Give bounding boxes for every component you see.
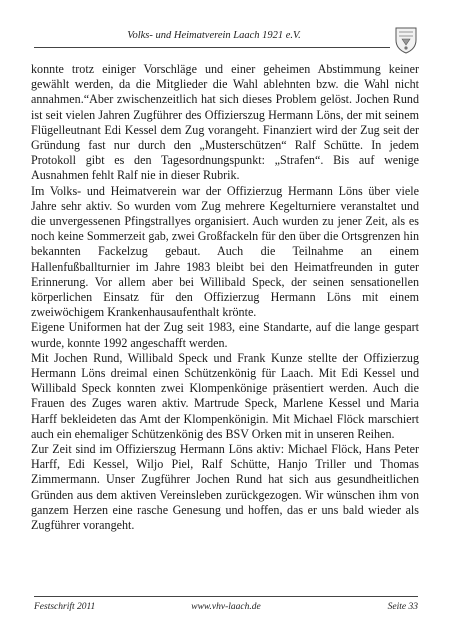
article-body (31, 62, 419, 533)
footer-page-number: Seite 33 (387, 602, 418, 612)
header-divider (34, 47, 390, 48)
footer-publication: Festschrift 2011 (34, 602, 96, 612)
footer-website-link[interactable]: www.vhv-laach.de (191, 602, 261, 612)
paragraph-5: Zur Zeit sind im Offizierszug Hermann Löns aktiv: Michael Flöck, Hans Peter Harff, Edi Kessel, Wiljo Piel, Ralf Schütte, Hanjo Triller und Thomas Zimmermann. Unser Zugführer Jochen Rund hat sich aus gesundheitlichen Gründen aus dem aktiven Vereinsleben zurückgezogen. Wir wünschen ihm von ganzem Herzen eine rasche Genesung und hoffen, das er uns bald wieder als Zugführer vorangeht. (31, 442, 419, 533)
paragraph-4: Mit Jochen Rund, Willibald Speck und Frank Kunze stellte der Offizierzug Hermann Löns dreimal einen Schützenkönig für Laach. Mit Edi Kessel und Willibald Speck konnten zwei Klompenkönige präsentiert werden. Auch die Frauen des Zuges waren aktiv. Martrude Speck, Marlene Kessel und Maria Harff bekleideten das Amt der Klompenkönigin. Mit Michael Flöck marschiert auch ein ehemaliger Schützenkönig des BSV Orken mit in unseren Reihen. (31, 350, 419, 441)
page-header-title: Volks- und Heimatverein Laach 1921 e.V. (127, 30, 301, 41)
paragraph-3: Eigene Uniformen hat der Zug seit 1983, eine Standarte, auf die lange gespart wurde, konnte 1992 angeschafft werden. (31, 320, 419, 350)
footer-divider (34, 596, 418, 597)
paragraph-1: konnte trotz einiger Vorschläge und einer geheimen Abstimmung keiner gewählt werden, da die Mitglieder die Wahl ablehnten bzw. die Wahl nicht annahmen.“Aber zwischenzeitlich hat sich dieses Problem gelöst. Jochen Rund ist seit vielen Jahren Zugführer des Offizierszug Hermann Löns, der mit seinem Flügelleutnant Edi Kessel dem Zug vorangeht. Finanziert wird der Zug seit der Gründung fast nur durch den „Musterschützen“ Ralf Schütte. In jedem Protokoll gibt es den Tagesordnungspunkt: „Strafen“. Bis auf wenige Ausnahmen fehlt Ralf nie in dieser Rubrik. (31, 62, 419, 183)
coat-of-arms-icon (394, 26, 418, 54)
paragraph-2: Im Volks- und Heimatverein war der Offizierzug Hermann Löns über viele Jahre sehr aktiv. So wurden vom Zug mehrere Kegelturniere veranstaltet und die unvergessenen Pfingstrallyes organisiert. Auch wurden zu jener Zeit, als es noch keine Sommerzeit gab, zwei Großfackeln für den über die Ortsgrenzen hin bekannten Fackelzug gebaut. Auch die Teilnahme an einem Hallenfußballturnier im Jahre 1983 bleibt bei den Heimatfreunden in guter Erinnerung. Vor allem aber bei Willibald Speck, der seinen sensationellen körperlichen Einsatz für den Offizierzug Hermann Löns mit einem zweiwöchigem Krankenhausaufenthalt krönte. (31, 183, 419, 320)
